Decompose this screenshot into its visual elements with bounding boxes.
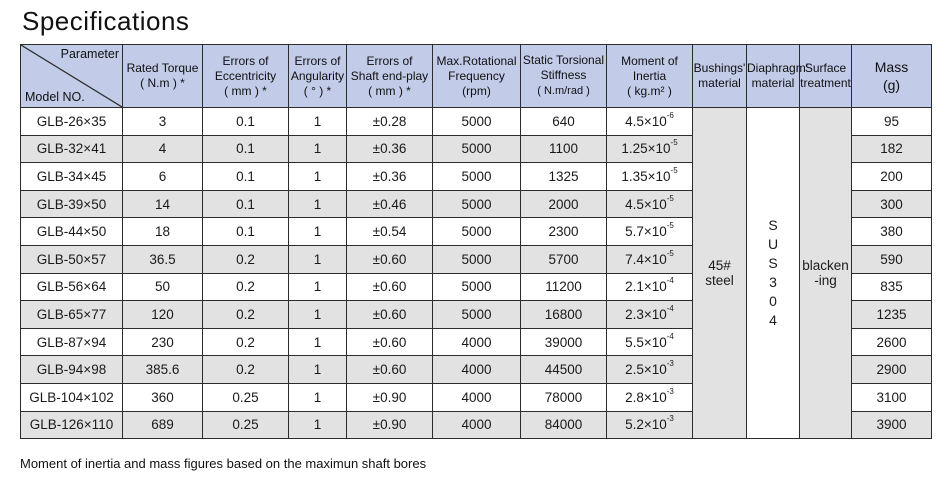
page-title: Specifications bbox=[22, 6, 190, 36]
angularity-cell: 1 bbox=[289, 273, 347, 301]
header-bushings bbox=[693, 45, 747, 108]
stiffness-cell: 84000 bbox=[521, 411, 607, 439]
rated-torque-cell: 120 bbox=[123, 301, 203, 329]
mass-cell: 95 bbox=[852, 108, 932, 136]
header-line: Mass bbox=[874, 59, 909, 75]
inertia-exponent: -6 bbox=[666, 110, 674, 120]
rated-torque-cell: 385.6 bbox=[123, 356, 203, 384]
inertia-exponent: -4 bbox=[666, 303, 674, 313]
eccentricity-cell: 0.2 bbox=[203, 328, 289, 356]
max-rpm-cell: 5000 bbox=[433, 163, 521, 191]
header-line: Moment of bbox=[621, 53, 678, 68]
rated-torque-cell: 50 bbox=[123, 273, 203, 301]
model-cell: GLB-44×50 bbox=[21, 218, 123, 246]
inertia-cell bbox=[607, 328, 693, 356]
header-line: (rpm) bbox=[462, 83, 491, 98]
header-line: Inertia bbox=[632, 68, 667, 83]
bushings-material-line: 45# bbox=[708, 258, 731, 274]
eccentricity-cell: 0.2 bbox=[203, 301, 289, 329]
header-stiffness bbox=[521, 45, 607, 108]
inertia-cell bbox=[607, 356, 693, 384]
model-cell: GLB-56×64 bbox=[21, 273, 123, 301]
rated-torque-cell: 230 bbox=[123, 328, 203, 356]
angularity-cell: 1 bbox=[289, 356, 347, 384]
surface-treatment-line: blacken bbox=[802, 258, 849, 274]
header-line: Surface bbox=[804, 61, 847, 75]
angularity-cell: 1 bbox=[289, 218, 347, 246]
header-line: Stiffness bbox=[540, 68, 587, 82]
eccentricity-cell: 0.25 bbox=[203, 411, 289, 439]
header-line: Diaphragm' bbox=[747, 61, 808, 75]
mass-cell: 3900 bbox=[852, 411, 932, 439]
inertia-cell bbox=[607, 383, 693, 411]
header-line: Shaft end-play bbox=[350, 68, 429, 83]
inertia-cell bbox=[607, 135, 693, 163]
header-line: ( N.m ) * bbox=[140, 76, 185, 90]
inertia-mantissa: 4.5×10 bbox=[625, 113, 667, 129]
mass-cell: 3100 bbox=[852, 383, 932, 411]
max-rpm-cell: 4000 bbox=[433, 356, 521, 384]
header-line: Bushings' bbox=[693, 61, 746, 75]
shaft-endplay-cell: ±0.60 bbox=[347, 245, 433, 273]
max-rpm-cell: 5000 bbox=[433, 245, 521, 273]
shaft-endplay-cell: ±0.36 bbox=[347, 163, 433, 191]
header-diaphragm bbox=[747, 45, 808, 108]
model-cell: GLB-34×45 bbox=[21, 163, 123, 191]
inertia-mantissa: 4.5×10 bbox=[625, 196, 667, 212]
header-line: Frequency bbox=[448, 68, 505, 83]
mass-cell: 2600 bbox=[852, 328, 932, 356]
max-rpm-cell: 5000 bbox=[433, 218, 521, 246]
header-line: ( ° ) * bbox=[303, 83, 332, 98]
header-mass bbox=[852, 45, 932, 108]
angularity-cell: 1 bbox=[289, 135, 347, 163]
inertia-cell bbox=[607, 190, 693, 218]
inertia-exponent: -5 bbox=[666, 248, 674, 258]
header-eccentricity bbox=[203, 45, 289, 108]
inertia-cell bbox=[607, 218, 693, 246]
inertia-cell bbox=[607, 163, 693, 191]
shaft-endplay-cell: ±0.90 bbox=[347, 411, 433, 439]
specifications-table bbox=[20, 44, 932, 439]
bushings-material-cell bbox=[693, 108, 747, 439]
stiffness-cell: 16800 bbox=[521, 301, 607, 329]
header-max-rpm bbox=[433, 45, 521, 108]
diaphragm-material-text: SUS304 bbox=[767, 217, 779, 329]
header-parameter-label: Parameter bbox=[60, 47, 119, 61]
eccentricity-cell: 0.2 bbox=[203, 356, 289, 384]
header-line: Static Torsional bbox=[522, 53, 605, 67]
max-rpm-cell: 5000 bbox=[433, 273, 521, 301]
inertia-exponent: -3 bbox=[666, 359, 674, 369]
angularity-cell: 1 bbox=[289, 301, 347, 329]
eccentricity-cell: 0.1 bbox=[203, 135, 289, 163]
shaft-endplay-cell: ±0.60 bbox=[347, 273, 433, 301]
stiffness-cell: 640 bbox=[521, 108, 607, 136]
mass-cell: 2900 bbox=[852, 356, 932, 384]
inertia-exponent: -4 bbox=[666, 331, 674, 341]
model-cell: GLB-32×41 bbox=[21, 135, 123, 163]
inertia-cell bbox=[607, 108, 693, 136]
max-rpm-cell: 5000 bbox=[433, 108, 521, 136]
shaft-endplay-cell: ±0.90 bbox=[347, 383, 433, 411]
stiffness-cell: 39000 bbox=[521, 328, 607, 356]
shaft-endplay-cell: ±0.54 bbox=[347, 218, 433, 246]
rated-torque-cell: 18 bbox=[123, 218, 203, 246]
surface-treatment-cell bbox=[800, 108, 852, 439]
model-cell: GLB-104×102 bbox=[21, 383, 123, 411]
max-rpm-cell: 4000 bbox=[433, 411, 521, 439]
shaft-endplay-cell: ±0.36 bbox=[347, 135, 433, 163]
model-cell: GLB-65×77 bbox=[21, 301, 123, 329]
header-line: Rated Torque bbox=[126, 61, 199, 75]
angularity-cell: 1 bbox=[289, 328, 347, 356]
shaft-endplay-cell: ±0.60 bbox=[347, 328, 433, 356]
stiffness-cell: 1100 bbox=[521, 135, 607, 163]
shaft-endplay-cell: ±0.46 bbox=[347, 190, 433, 218]
angularity-cell: 1 bbox=[289, 190, 347, 218]
header-line: treatment bbox=[800, 76, 851, 90]
stiffness-cell: 44500 bbox=[521, 356, 607, 384]
inertia-mantissa: 5.5×10 bbox=[625, 334, 667, 350]
stiffness-cell: 2000 bbox=[521, 190, 607, 218]
inertia-exponent: -5 bbox=[666, 193, 674, 203]
shaft-endplay-cell: ±0.28 bbox=[347, 108, 433, 136]
angularity-cell: 1 bbox=[289, 108, 347, 136]
inertia-cell bbox=[607, 273, 693, 301]
inertia-mantissa: 2.1×10 bbox=[625, 279, 667, 295]
header-line: Max.Rotational bbox=[436, 53, 517, 68]
max-rpm-cell: 5000 bbox=[433, 301, 521, 329]
rated-torque-cell: 360 bbox=[123, 383, 203, 411]
shaft-endplay-cell: ±0.60 bbox=[347, 356, 433, 384]
header-line: material bbox=[698, 76, 741, 90]
max-rpm-cell: 4000 bbox=[433, 328, 521, 356]
header-surface bbox=[800, 45, 852, 108]
header-line: Errors of bbox=[366, 53, 413, 68]
stiffness-cell: 11200 bbox=[521, 273, 607, 301]
stiffness-cell: 1325 bbox=[521, 163, 607, 191]
mass-cell: 590 bbox=[852, 245, 932, 273]
stiffness-cell: 2300 bbox=[521, 218, 607, 246]
inertia-mantissa: 1.25×10 bbox=[621, 141, 671, 157]
eccentricity-cell: 0.1 bbox=[203, 218, 289, 246]
inertia-exponent: -5 bbox=[670, 165, 678, 175]
header-line: ( kg.m² ) bbox=[627, 83, 672, 98]
mass-cell: 380 bbox=[852, 218, 932, 246]
header-line: ( mm ) * bbox=[368, 83, 411, 98]
eccentricity-cell: 0.2 bbox=[203, 245, 289, 273]
inertia-exponent: -4 bbox=[666, 276, 674, 286]
inertia-mantissa: 5.7×10 bbox=[625, 224, 667, 240]
eccentricity-cell: 0.1 bbox=[203, 108, 289, 136]
header-shaft-endplay bbox=[347, 45, 433, 108]
inertia-mantissa: 2.5×10 bbox=[625, 362, 667, 378]
table-body bbox=[21, 108, 932, 439]
model-cell: GLB-87×94 bbox=[21, 328, 123, 356]
header-rated-torque bbox=[123, 45, 203, 108]
header-line: Eccentricity bbox=[214, 68, 277, 83]
eccentricity-cell: 0.1 bbox=[203, 163, 289, 191]
header-parameter-model bbox=[21, 45, 123, 108]
header-line: Errors of bbox=[294, 53, 341, 68]
inertia-exponent: -5 bbox=[670, 138, 678, 148]
rated-torque-cell: 36.5 bbox=[123, 245, 203, 273]
rated-torque-cell: 3 bbox=[123, 108, 203, 136]
mass-cell: 1235 bbox=[852, 301, 932, 329]
mass-cell: 835 bbox=[852, 273, 932, 301]
inertia-mantissa: 1.35×10 bbox=[621, 168, 671, 184]
surface-treatment-line: -ing bbox=[814, 273, 837, 289]
mass-cell: 200 bbox=[852, 163, 932, 191]
mass-cell: 300 bbox=[852, 190, 932, 218]
table-row bbox=[21, 108, 932, 136]
model-cell: GLB-94×98 bbox=[21, 356, 123, 384]
stiffness-cell: 78000 bbox=[521, 383, 607, 411]
inertia-mantissa: 2.8×10 bbox=[625, 389, 667, 405]
inertia-cell bbox=[607, 245, 693, 273]
header-line: ( N.m/rad ) bbox=[537, 85, 590, 97]
angularity-cell: 1 bbox=[289, 411, 347, 439]
mass-cell: 182 bbox=[852, 135, 932, 163]
rated-torque-cell: 4 bbox=[123, 135, 203, 163]
model-cell: GLB-26×35 bbox=[21, 108, 123, 136]
angularity-cell: 1 bbox=[289, 163, 347, 191]
stiffness-cell: 5700 bbox=[521, 245, 607, 273]
header-line: (g) bbox=[882, 77, 901, 93]
rated-torque-cell: 14 bbox=[123, 190, 203, 218]
max-rpm-cell: 5000 bbox=[433, 190, 521, 218]
inertia-cell bbox=[607, 301, 693, 329]
inertia-mantissa: 7.4×10 bbox=[625, 251, 667, 267]
inertia-exponent: -3 bbox=[666, 386, 674, 396]
eccentricity-cell: 0.1 bbox=[203, 190, 289, 218]
header-line: material bbox=[751, 76, 795, 90]
eccentricity-cell: 0.2 bbox=[203, 273, 289, 301]
inertia-exponent: -3 bbox=[666, 414, 674, 424]
header-inertia bbox=[607, 45, 693, 108]
rated-torque-cell: 6 bbox=[123, 163, 203, 191]
model-cell: GLB-50×57 bbox=[21, 245, 123, 273]
model-cell: GLB-126×110 bbox=[21, 411, 123, 439]
max-rpm-cell: 5000 bbox=[433, 135, 521, 163]
header-row bbox=[21, 45, 932, 108]
angularity-cell: 1 bbox=[289, 383, 347, 411]
header-angularity bbox=[289, 45, 347, 108]
inertia-cell bbox=[607, 411, 693, 439]
shaft-endplay-cell: ±0.60 bbox=[347, 301, 433, 329]
header-line: Angularity bbox=[290, 68, 345, 83]
header-model-label: Model NO. bbox=[25, 90, 85, 104]
header-line: Errors of bbox=[222, 53, 269, 68]
header-line: ( mm ) * bbox=[224, 83, 267, 98]
max-rpm-cell: 4000 bbox=[433, 383, 521, 411]
model-cell: GLB-39×50 bbox=[21, 190, 123, 218]
inertia-mantissa: 2.3×10 bbox=[625, 306, 667, 322]
angularity-cell: 1 bbox=[289, 245, 347, 273]
inertia-exponent: -5 bbox=[666, 221, 674, 231]
bushings-material-line: steel bbox=[705, 273, 734, 289]
diaphragm-material-cell bbox=[747, 108, 800, 439]
footnote: Moment of inertia and mass figures based on the maximun shaft bores bbox=[20, 456, 427, 471]
rated-torque-cell: 689 bbox=[123, 411, 203, 439]
inertia-mantissa: 5.2×10 bbox=[625, 417, 667, 433]
eccentricity-cell: 0.25 bbox=[203, 383, 289, 411]
